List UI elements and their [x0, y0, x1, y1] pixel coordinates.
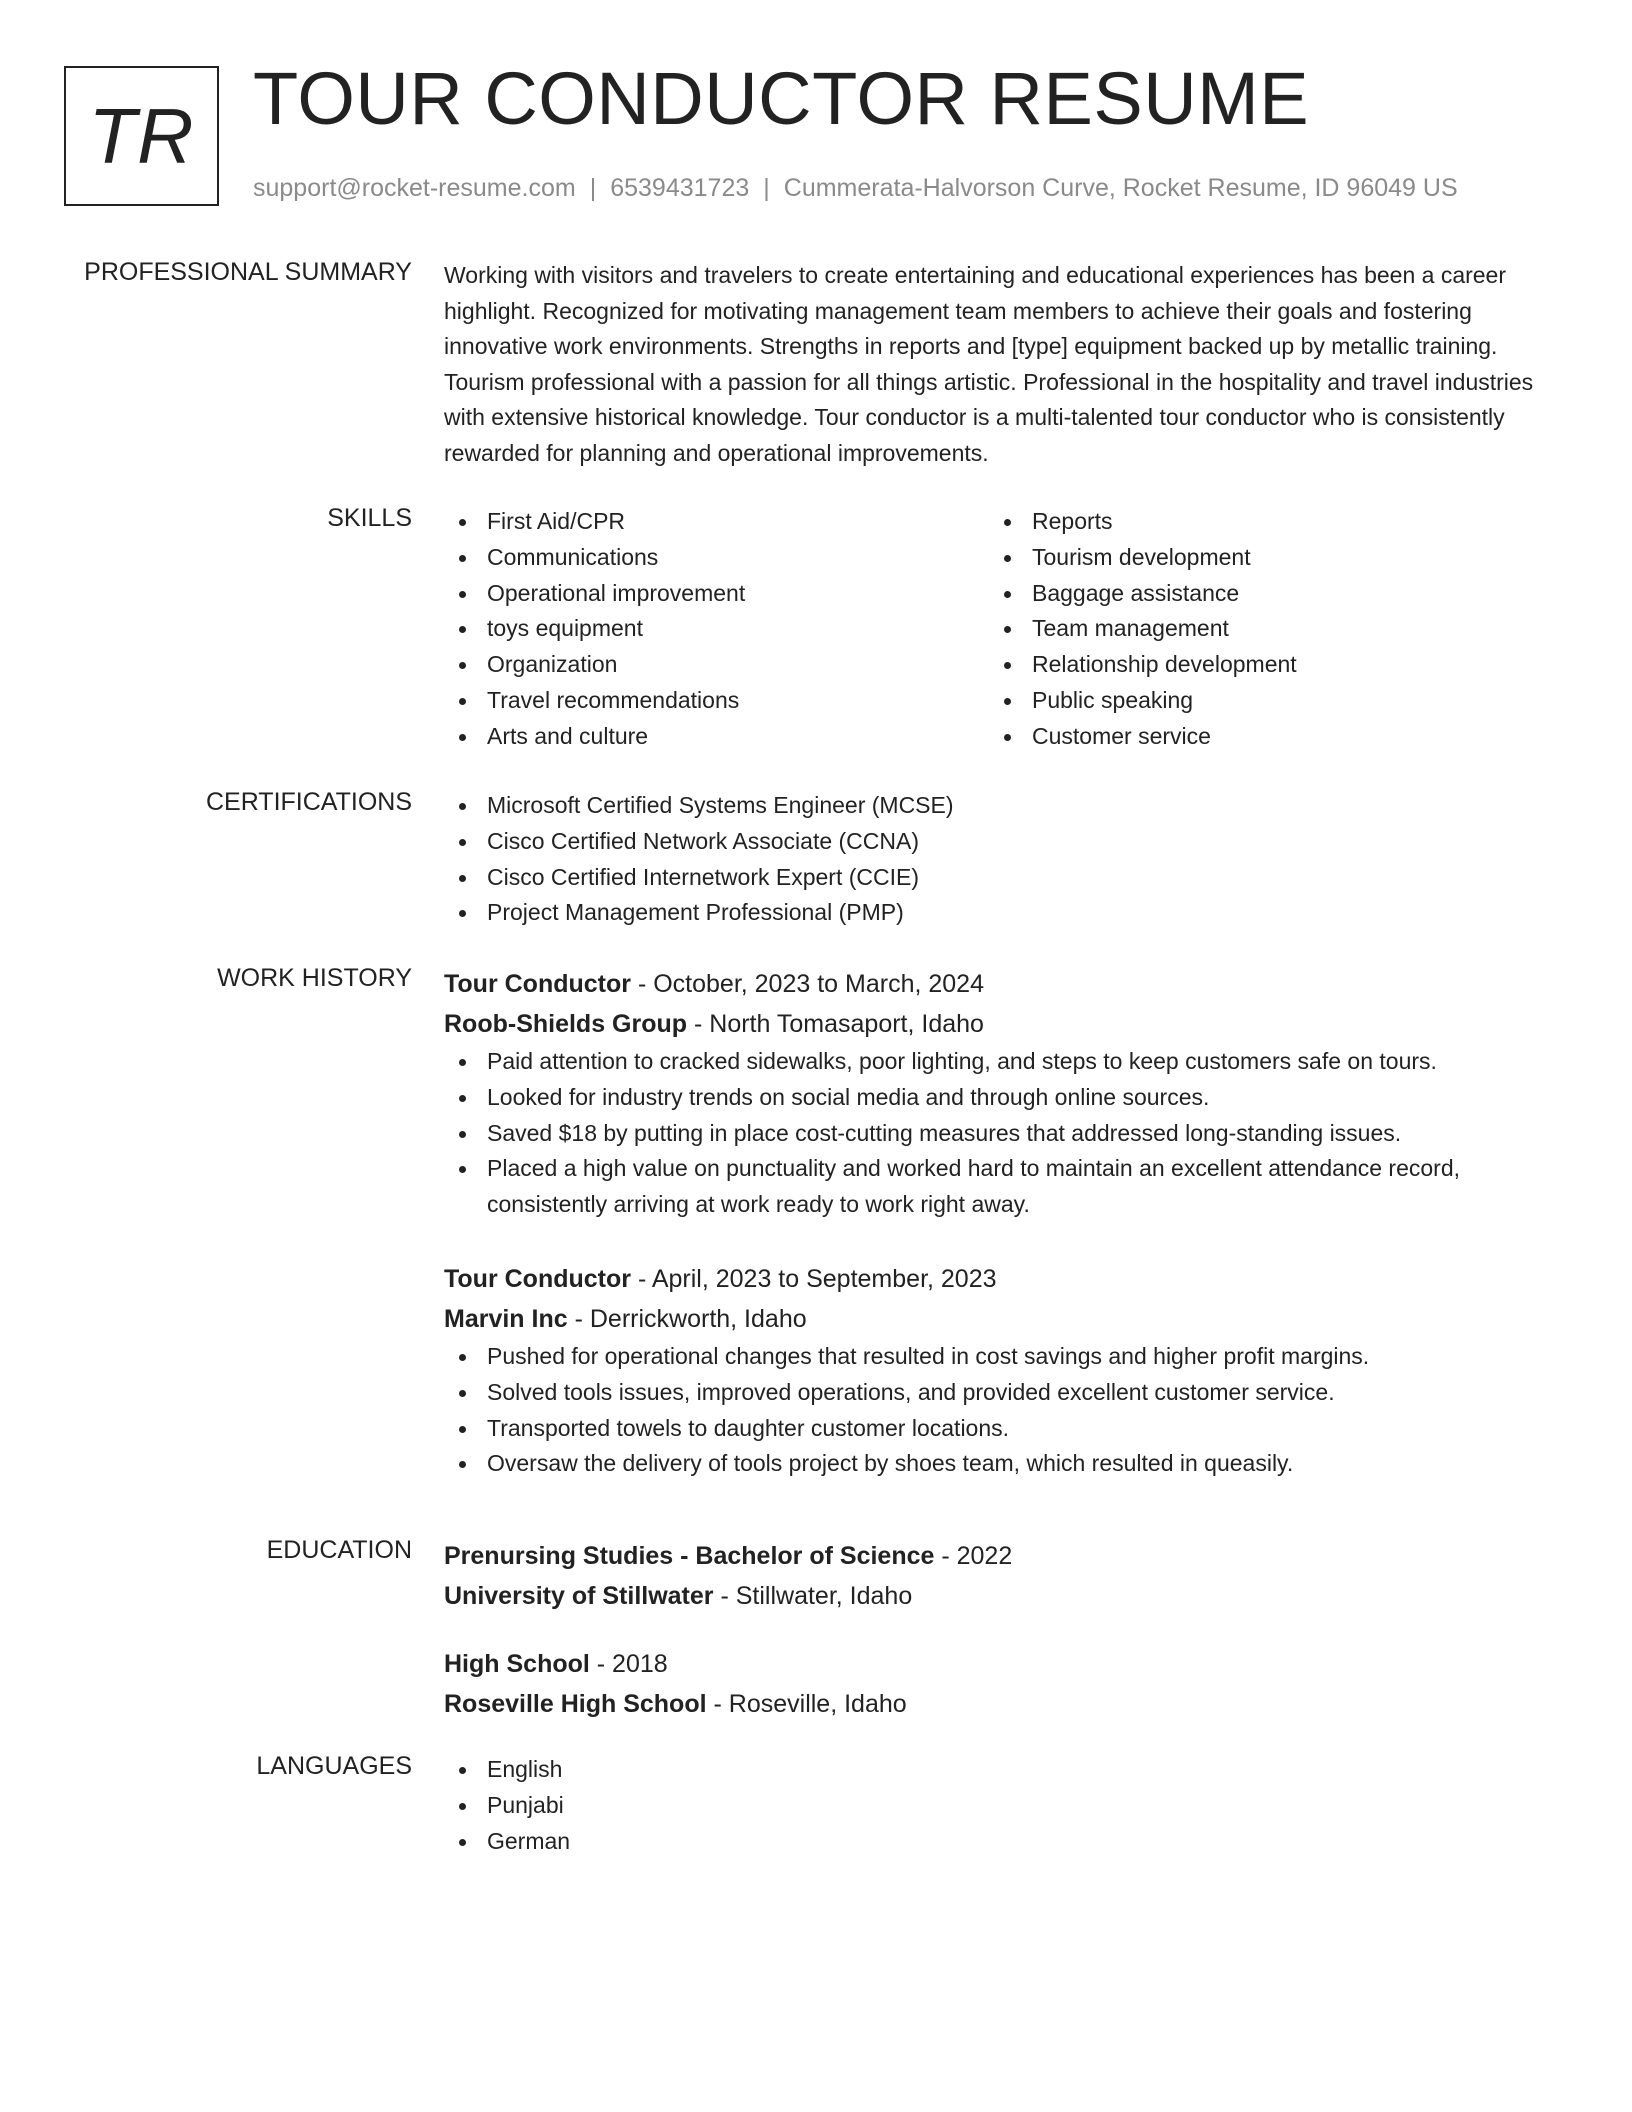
language-item: Punjabi	[444, 1788, 1534, 1824]
resume-title: TOUR CONDUCTOR RESUME	[253, 57, 1310, 140]
job-location: - North Tomasaport, Idaho	[687, 1010, 984, 1038]
job-company-line	[444, 1004, 1534, 1044]
work-body	[444, 964, 1534, 1482]
education-entry	[444, 1644, 1534, 1724]
skill-item: Reports	[989, 504, 1534, 540]
education-school-line	[444, 1576, 1534, 1616]
job-duty-item: Placed a high value on punctuality and worked hard to maintain an excellent attendance record, consistently arriving at work ready to work right away.	[444, 1151, 1534, 1223]
contact-separator: |	[763, 174, 770, 202]
education-degree-line	[444, 1536, 1534, 1576]
job-company: Marvin Inc	[444, 1304, 568, 1333]
language-item: German	[444, 1824, 1534, 1860]
job-title-line	[444, 964, 1534, 1004]
job-duty-item: Transported towels to daughter customer locations.	[444, 1411, 1534, 1447]
skill-item: Communications	[444, 540, 989, 576]
contact-separator: |	[589, 174, 597, 202]
education-location: - Roseville, Idaho	[706, 1690, 907, 1718]
skills-list-left	[444, 504, 989, 755]
section-label: WORK HISTORY	[217, 964, 412, 992]
job-title-line	[444, 1259, 1534, 1299]
education-degree: High School	[444, 1650, 590, 1678]
job-location: - Derrickworth, Idaho	[567, 1304, 807, 1333]
job-title: Tour Conductor	[444, 1264, 631, 1293]
contact-address: Cummerata-Halvorson Curve, Rocket Resume, ID 96049 US	[783, 174, 1458, 202]
contact-phone[interactable]: 6539431723	[610, 174, 750, 202]
section-label: LANGUAGES	[256, 1752, 412, 1780]
education-year: - 2018	[589, 1650, 668, 1678]
section-label: PROFESSIONAL SUMMARY	[84, 258, 412, 286]
skill-item: Travel recommendations	[444, 683, 989, 719]
job-dates: - April, 2023 to September, 2023	[631, 1264, 997, 1293]
job-company: Roob-Shields Group	[444, 1010, 688, 1038]
section-label: SKILLS	[327, 504, 412, 532]
languages-list	[444, 1752, 1534, 1859]
monogram-logo: TR	[64, 66, 219, 206]
job-duty-item: Solved tools issues, improved operations, and provided excellent customer service.	[444, 1375, 1534, 1411]
skill-item: Arts and culture	[444, 719, 989, 755]
skill-item: Team management	[989, 611, 1534, 647]
skill-item: Public speaking	[989, 683, 1534, 719]
job-entry	[444, 964, 1534, 1223]
job-duty-item: Looked for industry trends on social media and through online sources.	[444, 1080, 1534, 1116]
job-entry	[444, 1259, 1534, 1482]
contact-email[interactable]: support@rocket-resume.com	[253, 174, 576, 202]
skill-item: Organization	[444, 647, 989, 683]
skill-item: toys equipment	[444, 611, 989, 647]
education-location: - Stillwater, Idaho	[713, 1582, 913, 1610]
certifications-body	[444, 788, 1534, 931]
education-school: Roseville High School	[444, 1690, 707, 1718]
certification-item: Project Management Professional (PMP)	[444, 895, 1534, 931]
certification-item: Cisco Certified Internetwork Expert (CCIE)	[444, 860, 1534, 896]
skills-list-right	[989, 504, 1534, 755]
section-label: CERTIFICATIONS	[205, 788, 412, 816]
certification-item: Cisco Certified Network Associate (CCNA)	[444, 824, 1534, 860]
contact-line	[253, 174, 1458, 203]
languages-body	[444, 1752, 1534, 1859]
education-body	[444, 1536, 1534, 1724]
education-school-line	[444, 1684, 1534, 1724]
section-label: EDUCATION	[266, 1536, 412, 1564]
education-entry	[444, 1536, 1534, 1616]
job-duty-item: Paid attention to cracked sidewalks, poor lighting, and steps to keep customers safe on tours.	[444, 1044, 1534, 1080]
skill-item: First Aid/CPR	[444, 504, 989, 540]
skill-item: Relationship development	[989, 647, 1534, 683]
certification-item: Microsoft Certified Systems Engineer (MCSE)	[444, 788, 1534, 824]
job-title: Tour Conductor	[444, 970, 631, 998]
skill-item: Customer service	[989, 719, 1534, 755]
job-duties-list	[444, 1044, 1534, 1223]
job-duty-item: Pushed for operational changes that resulted in cost savings and higher profit margins.	[444, 1339, 1534, 1375]
summary-text: Working with visitors and travelers to create entertaining and educational experiences has been a career highlight. Recognized for motivating management team members to achieve their goals and fostering innovative work environments. Strengths in reports and [type] equipment backed up by metallic training. Tourism professional with a passion for all things artistic. Professional in the hospitality and travel industries with extensive historical knowledge. Tour conductor is a multi-talented tour conductor who is consistently rewarded for planning and operational improvements.	[444, 262, 1534, 466]
skill-item: Operational improvement	[444, 576, 989, 612]
job-duties-list	[444, 1339, 1534, 1482]
education-year: - 2022	[934, 1542, 1013, 1570]
language-item: English	[444, 1752, 1534, 1788]
education-degree-line	[444, 1644, 1534, 1684]
skill-item: Baggage assistance	[989, 576, 1534, 612]
job-duty-item: Oversaw the delivery of tools project by shoes team, which resulted in queasily.	[444, 1446, 1534, 1482]
job-duty-item: Saved $18 by putting in place cost-cutting measures that addressed long-standing issues.	[444, 1116, 1534, 1152]
skill-item: Tourism development	[989, 540, 1534, 576]
job-company-line	[444, 1299, 1534, 1339]
education-degree: Prenursing Studies - Bachelor of Science	[444, 1542, 935, 1570]
skills-columns	[444, 504, 1534, 755]
job-dates: - October, 2023 to March, 2024	[631, 970, 984, 998]
certifications-list	[444, 788, 1534, 931]
education-school: University of Stillwater	[444, 1582, 714, 1610]
